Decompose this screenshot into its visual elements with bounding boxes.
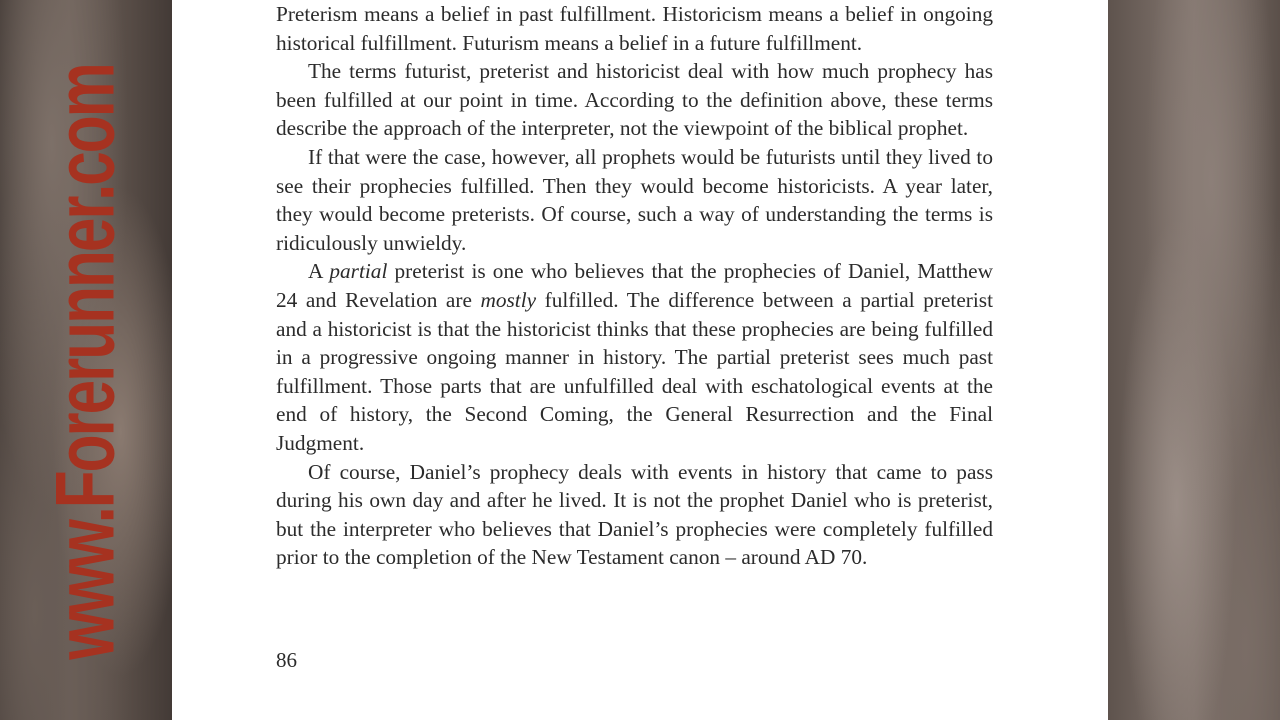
text-segment: A: [308, 259, 330, 284]
watermark-logo: www.Forerunner.com: [39, 64, 133, 660]
text-segment: Of course, Daniel’s prophecy deals with events in history that came to pass during his own day and after he lived. It is not the prophet Daniel who is preterist, but the interpreter who believes that Daniel’s prophecies were completely fulfilled prior to the completion of the New Testament canon – around AD 70.: [276, 459, 993, 570]
text-segment: Preterism means a belief in past fulfillment. Historicism means a belief in ongoing historical fulfillment. Futurism means a belief in a future fulfillment.: [276, 2, 993, 55]
page-number: 86: [276, 648, 297, 672]
page-body-text: [276, 0, 993, 572]
paragraph: [276, 0, 993, 57]
text-segment: preterist is one who believes that the prophecies of Daniel, Matthew 24 and Revelation are: [276, 259, 993, 312]
paragraph: [276, 458, 993, 572]
right-background-strip: [1108, 0, 1280, 720]
italic-text: partial: [329, 259, 388, 284]
left-background-strip: [0, 0, 172, 720]
paragraph: [276, 143, 993, 257]
paragraph: [276, 57, 993, 143]
text-segment: fulfilled. The difference between a partial preterist and a historicist is that the historicist thinks that these prophecies are being fulfilled in a progressive ongoing manner in history. The partial preterist sees much past fulfillment. Those parts that are unfulfilled deal with eschatological events at the end of history, the Second Coming, the General Resurrection and the Final Judgment.: [276, 287, 993, 455]
text-segment: If that were the case, however, all prophets would be futurists until they lived to see their prophecies fulfilled. Then they would become historicists. A year later, they would become preterists. Of course, such a way of understanding the terms is ridiculously unwieldy.: [276, 144, 993, 255]
book-page: [172, 0, 1108, 720]
text-segment: The terms futurist, preterist and historicist deal with how much prophecy has been fulfilled at our point in time. According to the definition above, these terms describe the approach of the interpreter, not the viewpoint of the biblical prophet.: [276, 59, 993, 141]
paragraph: [276, 257, 993, 457]
italic-text: mostly: [480, 287, 537, 312]
